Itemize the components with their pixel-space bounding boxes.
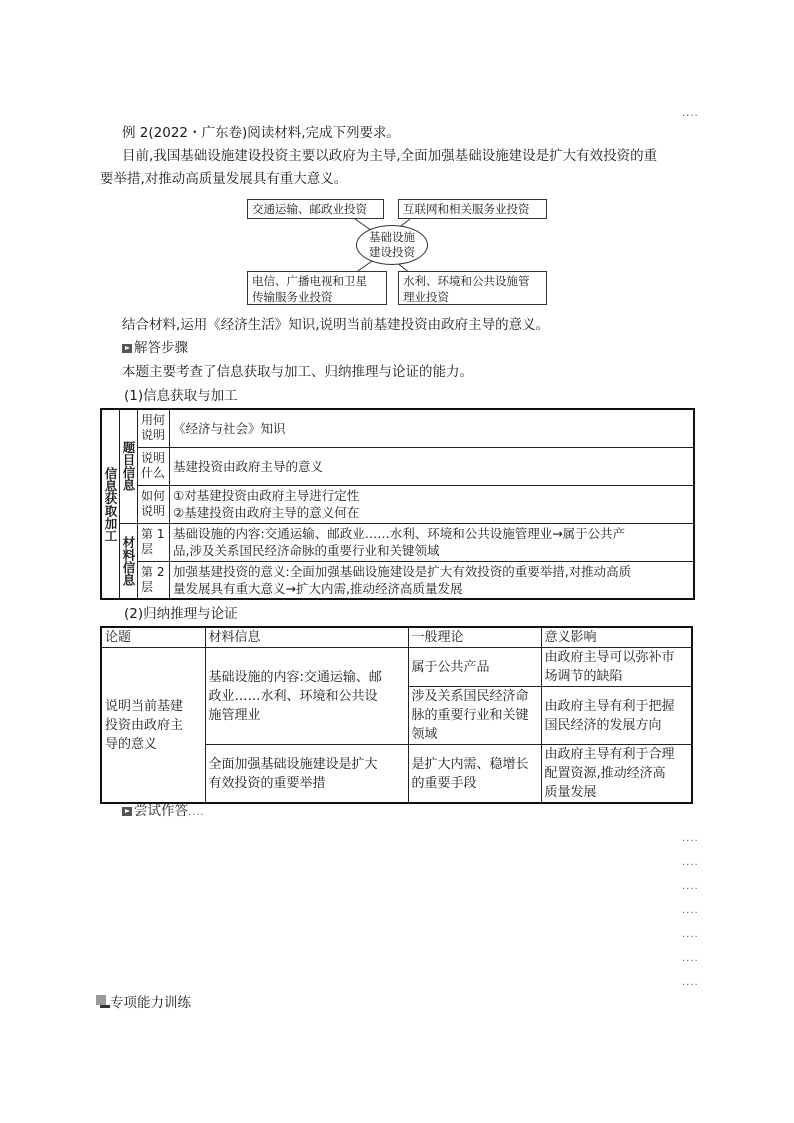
row-text-use: 《经济与社会》知识 xyxy=(170,409,695,447)
try-heading xyxy=(122,801,205,823)
info-outer-label: 信息获取加工 xyxy=(101,409,120,599)
answer-line-dots-2: .... xyxy=(682,857,699,868)
section-heading xyxy=(96,993,191,1013)
answer-line-dots-1: .... xyxy=(682,833,699,844)
mat1-line-2: 政业……水利、环境和公共设 xyxy=(208,688,378,704)
row-label-layer2: 第 2 层 xyxy=(138,561,170,599)
effect3-line-3: 质量发展 xyxy=(544,785,597,800)
how-line-2: ②基建投资由政府主导的意义何在 xyxy=(173,505,360,520)
section2-title: (2)归纳推理与论证 xyxy=(124,606,238,622)
diagram-water-line1: 水利、环境和公共设施管 xyxy=(403,274,530,288)
answer-line-dots-7: .... xyxy=(682,977,699,988)
theory-cell-1: 属于公共产品 xyxy=(408,648,541,687)
theory3-line-1: 是扩大内需、稳增长 xyxy=(411,756,529,772)
play-marker-icon xyxy=(122,807,132,816)
row-text-what: 基建投资由政府主导的意义 xyxy=(170,447,695,485)
steps-heading xyxy=(122,338,188,358)
row-text-how xyxy=(170,485,695,523)
effect2-line-1: 由政府主导有利于把握 xyxy=(544,698,675,714)
diagram-center-oval xyxy=(356,225,428,265)
theory-cell-2 xyxy=(408,687,541,745)
layer1-line-1: 基础设施的内容:交通运输、邮政业……水利、环境和公共设施管理业→属于公共产 xyxy=(173,526,626,541)
topic-cell xyxy=(101,648,205,804)
layer2-line-1: 加强基建投资的意义:全面加强基础设施建设是扩大有效投资的重要举措,对推动高质 xyxy=(173,563,632,579)
play-marker-icon xyxy=(122,344,132,353)
effect-cell-2 xyxy=(541,687,692,745)
theory3-line-2: 的重要手段 xyxy=(411,775,477,791)
effect2-line-2: 国民经济的发展方向 xyxy=(544,717,662,733)
row-text-layer2 xyxy=(170,561,695,599)
section-label: 专项能力训练 xyxy=(110,995,191,1011)
steps-label: 解答步骤 xyxy=(134,340,188,356)
theory2-line-2: 脉的重要行业和关键 xyxy=(411,708,529,723)
row-label-use: 用何说明 xyxy=(138,409,170,447)
steps-intro: 本题主要考查了信息获取与加工、归纳推理与论证的能力。 xyxy=(122,364,473,380)
material-info-label: 材料信息 xyxy=(120,523,138,599)
question-info-label: 题目信息 xyxy=(120,409,138,523)
mat2-line-1: 全面加强基础设施建设是扩大 xyxy=(208,756,378,772)
diagram-box-telecom xyxy=(247,271,387,305)
row-text-layer1 xyxy=(170,523,695,561)
diagram-box-water xyxy=(398,271,547,305)
section-corner-icon xyxy=(96,995,110,1009)
row-label-how: 如何说明 xyxy=(138,485,170,523)
effect1-line-1: 由政府主导可以弥补市 xyxy=(544,650,675,665)
material-line-2: 要举措,对推动高质量发展具有重大意义。 xyxy=(100,171,348,187)
page-marker-dots: .... xyxy=(682,108,699,119)
effect-cell-3 xyxy=(541,745,692,804)
theory2-line-1: 涉及关系国民经济命 xyxy=(411,689,529,704)
row-label-what: 说明什么 xyxy=(138,447,170,485)
layer2-line-2: 量发展具有重大意义→扩大内需,推动经济高质量发展 xyxy=(173,580,463,596)
material-line-1: 目前,我国基础设施建设投资主要以政府为主导,全面加强基础设施建设是扩大有效投资的重 xyxy=(122,148,658,164)
header-topic: 论题 xyxy=(101,627,205,648)
section1-title: (1)信息获取与加工 xyxy=(124,388,238,404)
topic-line-1: 说明当前基建 xyxy=(105,698,184,714)
answer-line-dots-4: .... xyxy=(682,905,699,916)
question-text: 结合材料,运用《经济生活》知识,说明当前基建投资由政府主导的意义。 xyxy=(122,317,550,333)
how-line-1: ①对基建投资由政府主导进行定性 xyxy=(173,488,360,503)
try-label: 尝试作答 xyxy=(134,803,188,819)
material-cell-2 xyxy=(205,745,408,804)
effect1-line-2: 场调节的缺陷 xyxy=(544,669,623,684)
diagram-water-line2: 理业投资 xyxy=(403,290,449,304)
layer1-line-2: 品,涉及关系国民经济命脉的重要行业和关键领域 xyxy=(173,543,440,558)
effect3-line-2: 配置资源,推动经济高 xyxy=(544,766,666,781)
info-table xyxy=(100,408,695,600)
mat1-line-1: 基础设施的内容:交通运输、邮 xyxy=(208,669,382,685)
reasoning-table xyxy=(100,626,693,804)
diagram-telecom-line1: 电信、广播电视和卫星 xyxy=(252,274,367,288)
topic-line-3: 导的意义 xyxy=(105,736,158,752)
diagram-box-internet: 互联网和相关服务业投资 xyxy=(398,199,547,219)
header-material: 材料信息 xyxy=(205,627,408,648)
row-label-layer1: 第 1 层 xyxy=(138,523,170,561)
diagram-box-transport: 交通运输、邮政业投资 xyxy=(247,199,384,219)
header-effect: 意义影响 xyxy=(541,627,692,648)
example-heading: 例 2(2022・广东卷)阅读材料,完成下列要求。 xyxy=(122,125,401,141)
header-theory: 一般理论 xyxy=(408,627,541,648)
diagram-telecom-line2: 传输服务业投资 xyxy=(252,290,333,304)
mat1-line-3: 施管理业 xyxy=(208,707,261,723)
material-cell-1 xyxy=(205,648,408,745)
theory2-line-3: 领域 xyxy=(411,727,438,742)
effect-cell-1 xyxy=(541,648,692,687)
answer-line-dots-5: .... xyxy=(682,929,699,940)
try-dots: .... xyxy=(188,807,205,818)
topic-line-2: 投资由政府主 xyxy=(105,717,184,733)
answer-line-dots-3: .... xyxy=(682,881,699,892)
diagram-center-line1: 基础设施 xyxy=(369,230,415,244)
diagram-center-line2: 建设投资 xyxy=(369,245,415,259)
effect3-line-1: 由政府主导有利于合理 xyxy=(544,747,675,762)
theory-cell-3 xyxy=(408,745,541,804)
answer-line-dots-6: .... xyxy=(682,953,699,964)
mat2-line-2: 有效投资的重要举措 xyxy=(208,775,326,791)
